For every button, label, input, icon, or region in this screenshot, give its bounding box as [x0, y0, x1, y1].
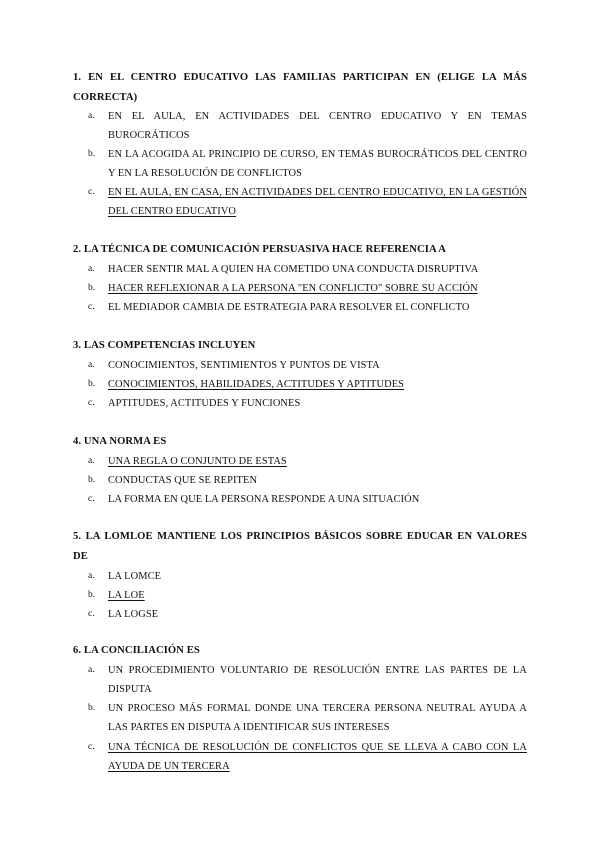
option-letter: c.	[88, 742, 95, 752]
question-6-option-b	[73, 699, 527, 737]
question-1-option-a	[73, 107, 527, 145]
option-text: EN LA ACOGIDA AL PRINCIPIO DE CURSO, EN TEMAS BUROCRÁTICOS DEL CENTRO Y EN LA RESOLUCIÓN DE CONFLICTOS	[108, 149, 527, 179]
option-letter: c.	[88, 609, 95, 619]
question-2	[73, 240, 527, 260]
option-letter: b.	[88, 703, 96, 713]
option-letter: b.	[88, 475, 96, 485]
option-letter: a.	[88, 665, 95, 675]
question-number: 6.	[73, 645, 82, 656]
question-text: LA LOMLOE MANTIENE LOS PRINCIPIOS BÁSICOS SOBRE EDUCAR EN VALORES DE	[73, 531, 527, 562]
question-3-option-a	[73, 356, 527, 375]
option-text: LA LOMCE	[108, 571, 162, 582]
question-1-option-c	[73, 183, 527, 221]
question-3-option-c	[73, 394, 527, 413]
question-text: LA CONCILIACIÓN ES	[83, 645, 200, 656]
option-text: UN PROCEDIMIENTO VOLUNTARIO DE RESOLUCIÓN ENTRE LAS PARTES DE LA DISPUTA	[108, 665, 527, 695]
option-text-correct: LA LOE	[108, 590, 145, 601]
option-letter: b.	[88, 379, 96, 389]
option-text: HACER SENTIR MAL A QUIEN HA COMETIDO UNA CONDUCTA DISRUPTIVA	[108, 264, 479, 275]
question-2-option-b	[73, 279, 527, 298]
question-5-option-c	[73, 605, 527, 624]
question-number: 5.	[73, 531, 82, 542]
question-3-option-b	[73, 375, 527, 394]
question-2-option-a	[73, 260, 527, 279]
option-text-correct: HACER REFLEXIONAR A LA PERSONA "EN CONFLICTO" SOBRE SU ACCIÓN	[108, 283, 478, 294]
question-number: 2.	[73, 244, 82, 255]
option-text-correct: EN EL AULA, EN CASA, EN ACTIVIDADES DEL CENTRO EDUCATIVO, EN LA GESTIÓN DEL CENTRO EDUCATIVO	[108, 187, 527, 217]
question-6-option-c	[73, 738, 527, 776]
question-text: EN EL CENTRO EDUCATIVO LAS FAMILIAS PARTICIPAN EN (ELIGE LA MÁS CORRECTA)	[73, 72, 528, 103]
question-number: 1.	[73, 72, 82, 83]
option-letter: b.	[88, 283, 96, 293]
question-number: 4.	[73, 436, 82, 447]
question-text: UNA NORMA ES	[83, 436, 167, 447]
question-4-option-b	[73, 471, 527, 490]
question-5-option-b	[73, 586, 527, 605]
option-text-correct: UNA REGLA O CONJUNTO DE ESTAS	[108, 456, 287, 467]
question-text: LA TÉCNICA DE COMUNICACIÓN PERSUASIVA HACE REFERENCIA A	[83, 244, 447, 255]
option-text-correct: UNA TÉCNICA DE RESOLUCIÓN DE CONFLICTOS QUE SE LLEVA A CABO CON LA AYUDA DE UN TERCERA	[108, 742, 527, 772]
option-text: APTITUDES, ACTITUDES Y FUNCIONES	[108, 398, 301, 409]
question-4-option-c	[73, 490, 527, 509]
question-1	[73, 68, 527, 108]
option-letter: a.	[88, 111, 95, 121]
question-3	[73, 336, 527, 356]
question-4-option-a	[73, 452, 527, 471]
option-text: UN PROCESO MÁS FORMAL DONDE UNA TERCERA PERSONA NEUTRAL AYUDA A LAS PARTES EN DISPUTA A IDENTIFICAR SUS INTERESES	[108, 703, 527, 733]
question-1-option-b	[73, 145, 527, 183]
option-text: EL MEDIADOR CAMBIA DE ESTRATEGIA PARA RESOLVER EL CONFLICTO	[108, 302, 470, 313]
option-letter: b.	[88, 149, 96, 159]
option-letter: c.	[88, 302, 95, 312]
option-text: LA FORMA EN QUE LA PERSONA RESPONDE A UNA SITUACIÓN	[108, 494, 420, 505]
question-6	[73, 641, 527, 661]
question-number: 3.	[73, 340, 82, 351]
option-letter: a.	[88, 360, 95, 370]
option-letter: c.	[88, 398, 95, 408]
option-text: CONOCIMIENTOS, SENTIMIENTOS Y PUNTOS DE VISTA	[108, 360, 380, 371]
question-5-option-a	[73, 567, 527, 586]
option-text: CONDUCTAS QUE SE REPITEN	[108, 475, 258, 486]
question-5	[73, 527, 527, 567]
option-letter: a.	[88, 264, 95, 274]
option-text: EN EL AULA, EN ACTIVIDADES DEL CENTRO EDUCATIVO Y EN TEMAS BUROCRÁTICOS	[108, 111, 527, 141]
option-letter: a.	[88, 571, 95, 581]
option-text: LA LOGSE	[108, 609, 159, 620]
question-2-option-c	[73, 298, 527, 317]
option-text-correct: CONOCIMIENTOS, HABILIDADES, ACTITUDES Y APTITUDES	[108, 379, 405, 390]
option-letter: c.	[88, 494, 95, 504]
option-letter: b.	[88, 590, 96, 600]
question-6-option-a	[73, 661, 527, 699]
question-4	[73, 432, 527, 452]
question-text: LAS COMPETENCIAS INCLUYEN	[83, 340, 256, 351]
option-letter: a.	[88, 456, 95, 466]
option-letter: c.	[88, 187, 95, 197]
